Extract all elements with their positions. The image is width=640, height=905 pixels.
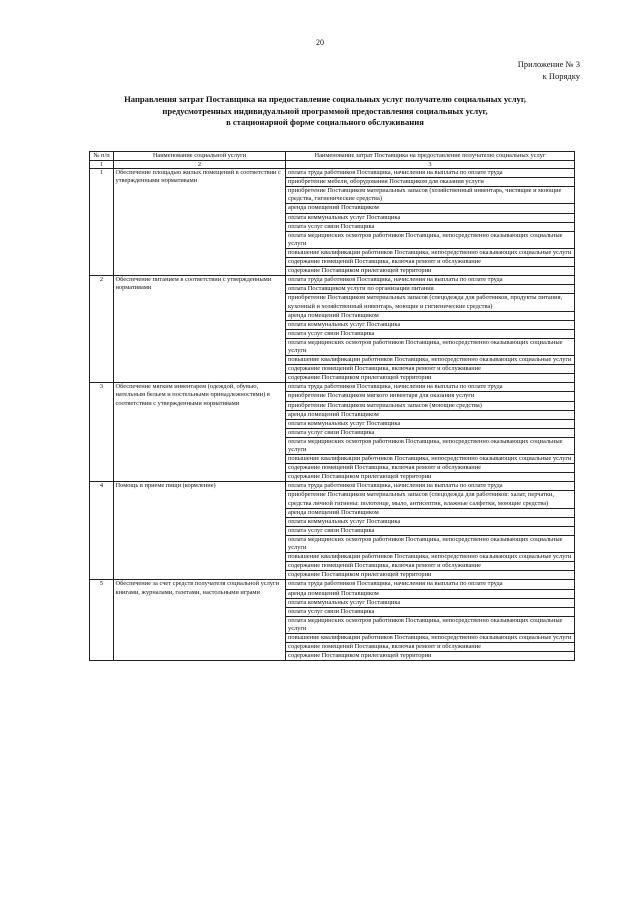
header-costs: Наименование затрат Поставщика на предоставление получателю социальных услуг — [286, 152, 575, 161]
cost-item: оплата Поставщиком услуги по организации питания — [286, 285, 574, 294]
cost-item: оплата труда работников Поставщика, начисления на выплаты по оплате труда — [286, 383, 574, 392]
appendix-line-1: Приложение № 3 — [517, 59, 580, 69]
cost-item: повышение квалификации работников Поставщика, непосредственно оказывающих социальные услуги — [286, 553, 574, 562]
table-row — [90, 580, 575, 661]
cost-item: оплата медицинских осмотров работников Поставщика, непосредственно оказывающих социальные услуги — [286, 339, 574, 356]
cost-item: содержание Поставщиком прилегающей территории — [288, 652, 432, 660]
cost-item: приобретение Поставщиком мягкого инвентаря для оказания услуги — [286, 392, 574, 401]
cost-item: оплата коммунальных услуг Поставщика — [286, 214, 574, 223]
cost-item: повышение квалификации работников Поставщика, непосредственно оказывающих социальные услуги — [286, 455, 574, 464]
cost-item: повышение квалификации работников Поставщика, непосредственно оказывающих социальные услуги — [286, 249, 574, 258]
row-number: 2 — [90, 276, 114, 383]
title-line-1: Направления затрат Поставщика на предоставление социальных услуг получателю социальных услуг, — [124, 94, 526, 104]
column-index-1: 1 — [90, 161, 114, 169]
row-number: 4 — [90, 482, 114, 580]
column-index-2: 2 — [114, 161, 286, 169]
cost-list — [286, 580, 575, 661]
cost-item: оплата коммунальных услуг Поставщика — [286, 518, 574, 527]
cost-item: аренда помещений Поставщиком — [286, 312, 574, 321]
cost-item: оплата труда работников Поставщика, начисления на выплаты по оплате труда — [286, 482, 574, 491]
cost-list — [286, 169, 575, 276]
cost-item: оплата медицинских осмотров работников Поставщика, непосредственно оказывающих социальные услуги — [286, 232, 574, 249]
cost-item: оплата услуг связи Поставщика — [286, 527, 574, 536]
table-row — [90, 482, 575, 580]
cost-item: оплата коммунальных услуг Поставщика — [286, 321, 574, 330]
cost-item: оплата услуг связи Поставщика — [286, 608, 574, 617]
table-row — [90, 383, 575, 482]
cost-item: приобретение Поставщиком материальных запасов (моющие средства) — [286, 402, 574, 411]
cost-item: аренда помещений Поставщиком — [286, 204, 574, 213]
cost-item: приобретение Поставщиком материальных запасов (хозяйственный инвентарь, чистящие и моющие средства, гигиенические средства) — [286, 187, 574, 204]
service-name: Обеспечение мягким инвентарем (одеждой, обувью, нательным бельем и постельными принадлежностями) в соответствии с утвержденными нормативами — [114, 383, 286, 482]
cost-list — [286, 383, 575, 482]
table-body — [90, 169, 575, 661]
column-index-row — [90, 161, 575, 169]
cost-item: аренда помещений Поставщиком — [286, 509, 574, 518]
cost-item: оплата труда работников Поставщика, начисления на выплаты по оплате труда — [286, 169, 574, 178]
cost-item: оплата услуг связи Поставщика — [286, 223, 574, 232]
title-line-2: предусмотренных индивидуальной программой предоставления социальных услуг, — [162, 105, 488, 116]
column-index-3: 3 — [286, 161, 575, 169]
service-name: Помощь в приеме пищи (кормление) — [114, 482, 286, 580]
cost-list — [286, 482, 575, 580]
document-title — [90, 94, 560, 129]
cost-list — [286, 276, 575, 383]
header-number: № п/п — [90, 152, 114, 161]
cost-item: содержание Поставщиком прилегающей территории — [288, 473, 432, 481]
service-name: Обеспечение за счет средств получателя социальной услуги книгами, журналами, газетами, настольными играми — [114, 580, 286, 661]
row-number: 1 — [90, 169, 114, 276]
page-number: 20 — [316, 38, 324, 47]
cost-item: содержание помещений Поставщика, включая ремонт и обслуживание — [286, 365, 574, 374]
cost-item: приобретение Поставщиком материальных запасов (спецодежда для работников, продукты питания, кухонный и хозяйственный инвентарь, моющие и гигиенические средства) — [286, 294, 574, 311]
cost-item: оплата коммунальных услуг Поставщика — [286, 599, 574, 608]
cost-item: аренда помещений Поставщиком — [286, 411, 574, 420]
row-number: 3 — [90, 383, 114, 482]
cost-item: аренда помещений Поставщиком — [286, 590, 574, 599]
cost-item: содержание помещений Поставщика, включая ремонт и обслуживание — [286, 643, 574, 652]
cost-item: оплата медицинских осмотров работников Поставщика, непосредственно оказывающих социальные услуги — [286, 438, 574, 455]
title-line-3: в стационарной форме социального обслуживания — [226, 117, 424, 127]
appendix-label — [518, 58, 580, 82]
header-service: Наименование социальной услуги — [114, 152, 286, 161]
row-number: 5 — [90, 580, 114, 661]
cost-item: приобретение Поставщиком материальных запасов (спецодежда для работников: халат, перчатки, средства личной гигиены: полотенце, мыло, антисептик, влажные салфетки, моющие средства) — [286, 491, 574, 508]
cost-item: оплата труда работников Поставщика, начисления на выплаты по оплате труда — [286, 580, 574, 589]
cost-item: содержание Поставщиком прилегающей территории — [288, 571, 432, 579]
service-name: Обеспечение питанием в соответствии с утвержденными нормативами — [114, 276, 286, 383]
cost-item: оплата услуг связи Поставщика — [286, 429, 574, 438]
cost-item: приобретение мебели, оборудования Поставщиком для оказания услуги — [286, 178, 574, 187]
table-row — [90, 169, 575, 276]
cost-item: оплата медицинских осмотров работников Поставщика, непосредственно оказывающих социальные услуги — [286, 536, 574, 553]
cost-table — [89, 151, 575, 661]
cost-item: оплата труда работников Поставщика, начисления на выплаты по оплате труда — [286, 276, 574, 285]
cost-item: оплата услуг связи Поставщика — [286, 330, 574, 339]
cost-item: содержание помещений Поставщика, включая ремонт и обслуживание — [286, 258, 574, 267]
table-header-row — [90, 152, 575, 161]
table-row — [90, 276, 575, 383]
cost-item: содержание Поставщиком прилегающей территории — [288, 374, 432, 382]
cost-item: содержание помещений Поставщика, включая ремонт и обслуживание — [286, 562, 574, 571]
cost-item: оплата медицинских осмотров работников Поставщика, непосредственно оказывающих социальные услуги — [286, 617, 574, 634]
cost-item: повышение квалификации работников Поставщика, непосредственно оказывающих социальные услуги — [286, 634, 574, 643]
cost-item: содержание Поставщиком прилегающей территории — [288, 267, 432, 275]
appendix-line-2: к Порядку — [542, 71, 580, 81]
service-name: Обеспечение площадью жилых помещений в соответствии с утвержденными нормативами — [114, 169, 286, 276]
cost-item: оплата коммунальных услуг Поставщика — [286, 420, 574, 429]
cost-item: повышение квалификации работников Поставщика, непосредственно оказывающих социальные услуги — [286, 356, 574, 365]
cost-item: содержание помещений Поставщика, включая ремонт и обслуживание — [286, 464, 574, 473]
